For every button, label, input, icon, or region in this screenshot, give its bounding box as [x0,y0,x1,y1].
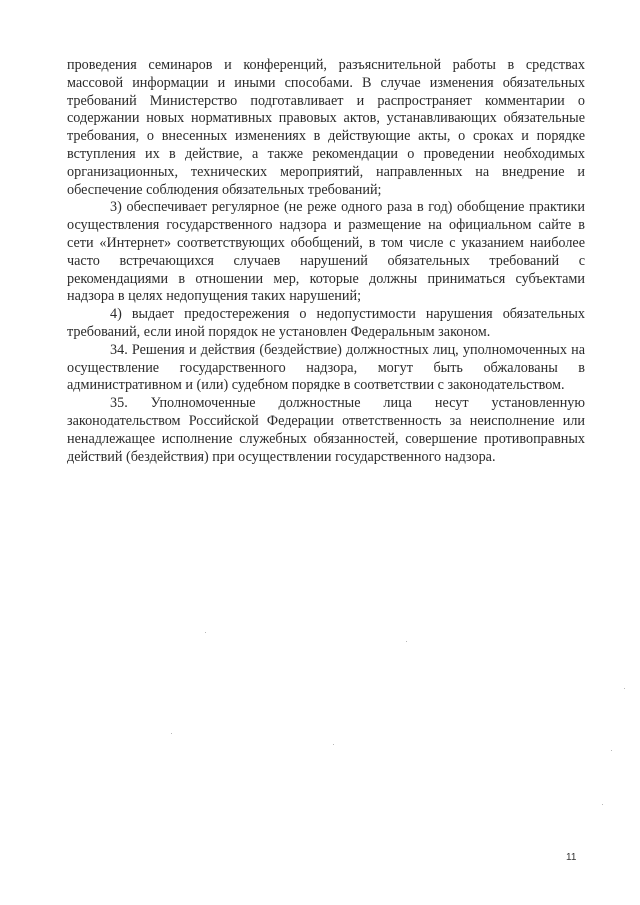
scan-speck [406,641,407,642]
page-number: 11 [566,852,577,863]
scan-speck [624,688,625,689]
scan-speck [205,632,206,633]
paragraph-34: 34. Решения и действия (бездействие) должностных лиц, уполномоченных на осуществление государственного надзора, могут быть обжалованы в административном и (или) судебном порядке в соответствии с законодательством. [67,341,585,394]
paragraph-item-4: 4) выдает предостережения о недопустимости нарушения обязательных требований, если иной порядок не установлен Федеральным законом. [67,306,585,340]
document-page [67,57,585,466]
paragraph-item-3: 3) обеспечивает регулярное (не реже одного раза в год) обобщение практики осуществления государственного надзора и размещение на официальном сайте в сети «Интернет» соответствующих обобщений, в том числе с указанием наиболее часто встречающихся случаев нарушений обязательных требований с рекомендациями в отношении мер, которые должны приниматься субъектами надзора в целях недопущения таких нарушений; [67,199,585,305]
paragraph-35: 35. Уполномоченные должностные лица несут установленную законодательством Российской Федерации ответственность за неисполнение или ненадлежащее исполнение служебных обязанностей, совершение противоправных действий (бездействия) при осуществлении государственного надзора. [67,395,585,465]
scan-speck [171,733,172,734]
scan-speck [333,744,334,745]
scan-speck [602,804,603,805]
scan-speck [611,750,612,751]
paragraph-continuation: проведения семинаров и конференций, разъяснительной работы в средствах массовой информации и иными способами. В случае изменения обязательных требований Министерство подготавливает и распространяет комментарии о содержании новых нормативных правовых актов, устанавливающих обязательные требования, о внесенных изменениях в действующие акты, о сроках и порядке вступления их в действие, а также рекомендации о проведении необходимых организационных, технических мероприятий, направленных на внедрение и обеспечение соблюдения обязательных требований; [67,57,585,198]
